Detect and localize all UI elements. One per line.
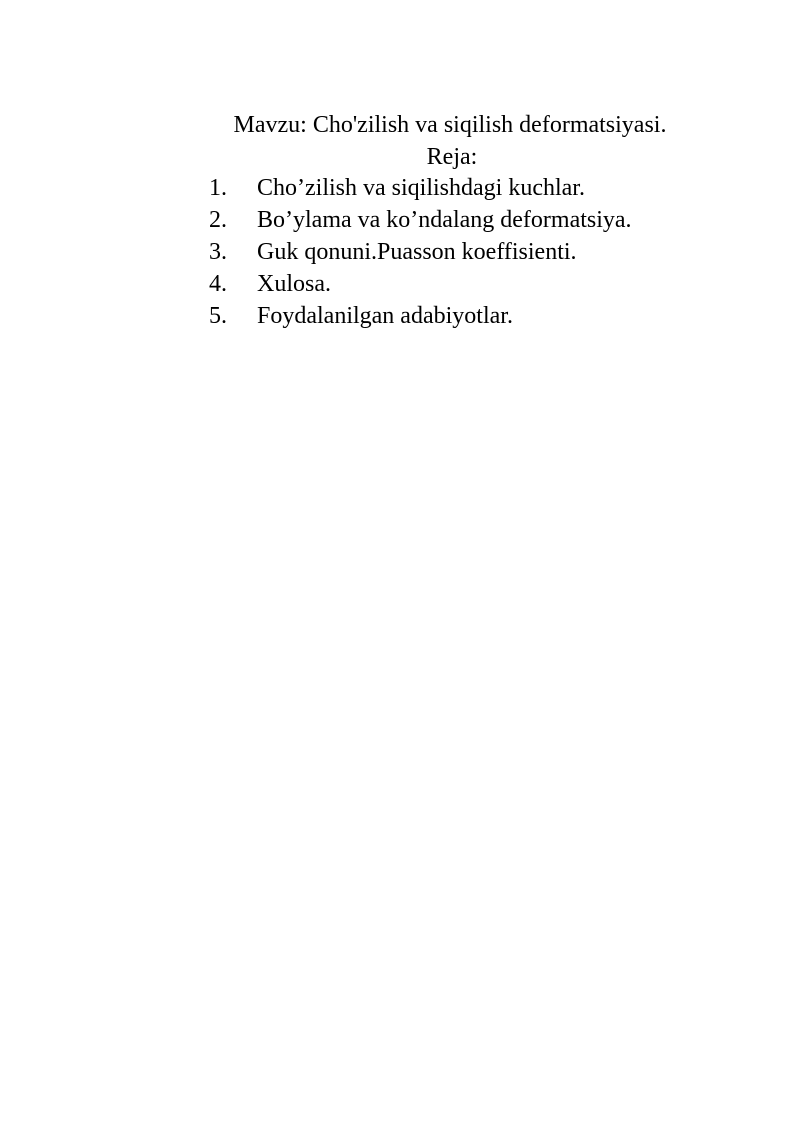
plan-item-number: 2. bbox=[209, 207, 227, 233]
plan-item-number: 4. bbox=[209, 271, 227, 297]
plan-item-text: Guk qonuni.Puasson koeffisienti. bbox=[257, 239, 577, 265]
plan-heading: Reja: bbox=[426, 144, 478, 170]
plan-item-number: 5. bbox=[209, 303, 227, 329]
plan-item-number: 1. bbox=[209, 175, 227, 201]
plan-item-text: Foydalanilgan adabiyotlar. bbox=[257, 303, 513, 329]
plan-item-number: 3. bbox=[209, 239, 227, 265]
document-title: Mavzu: Cho'zilish va siqilish deformatsiyasi. bbox=[233, 112, 667, 138]
plan-item-text: Xulosa. bbox=[257, 271, 331, 297]
plan-item-text: Bo’ylama va ko’ndalang deformatsiya. bbox=[257, 207, 632, 233]
plan-item-text: Cho’zilish va siqilishdagi kuchlar. bbox=[257, 175, 585, 201]
